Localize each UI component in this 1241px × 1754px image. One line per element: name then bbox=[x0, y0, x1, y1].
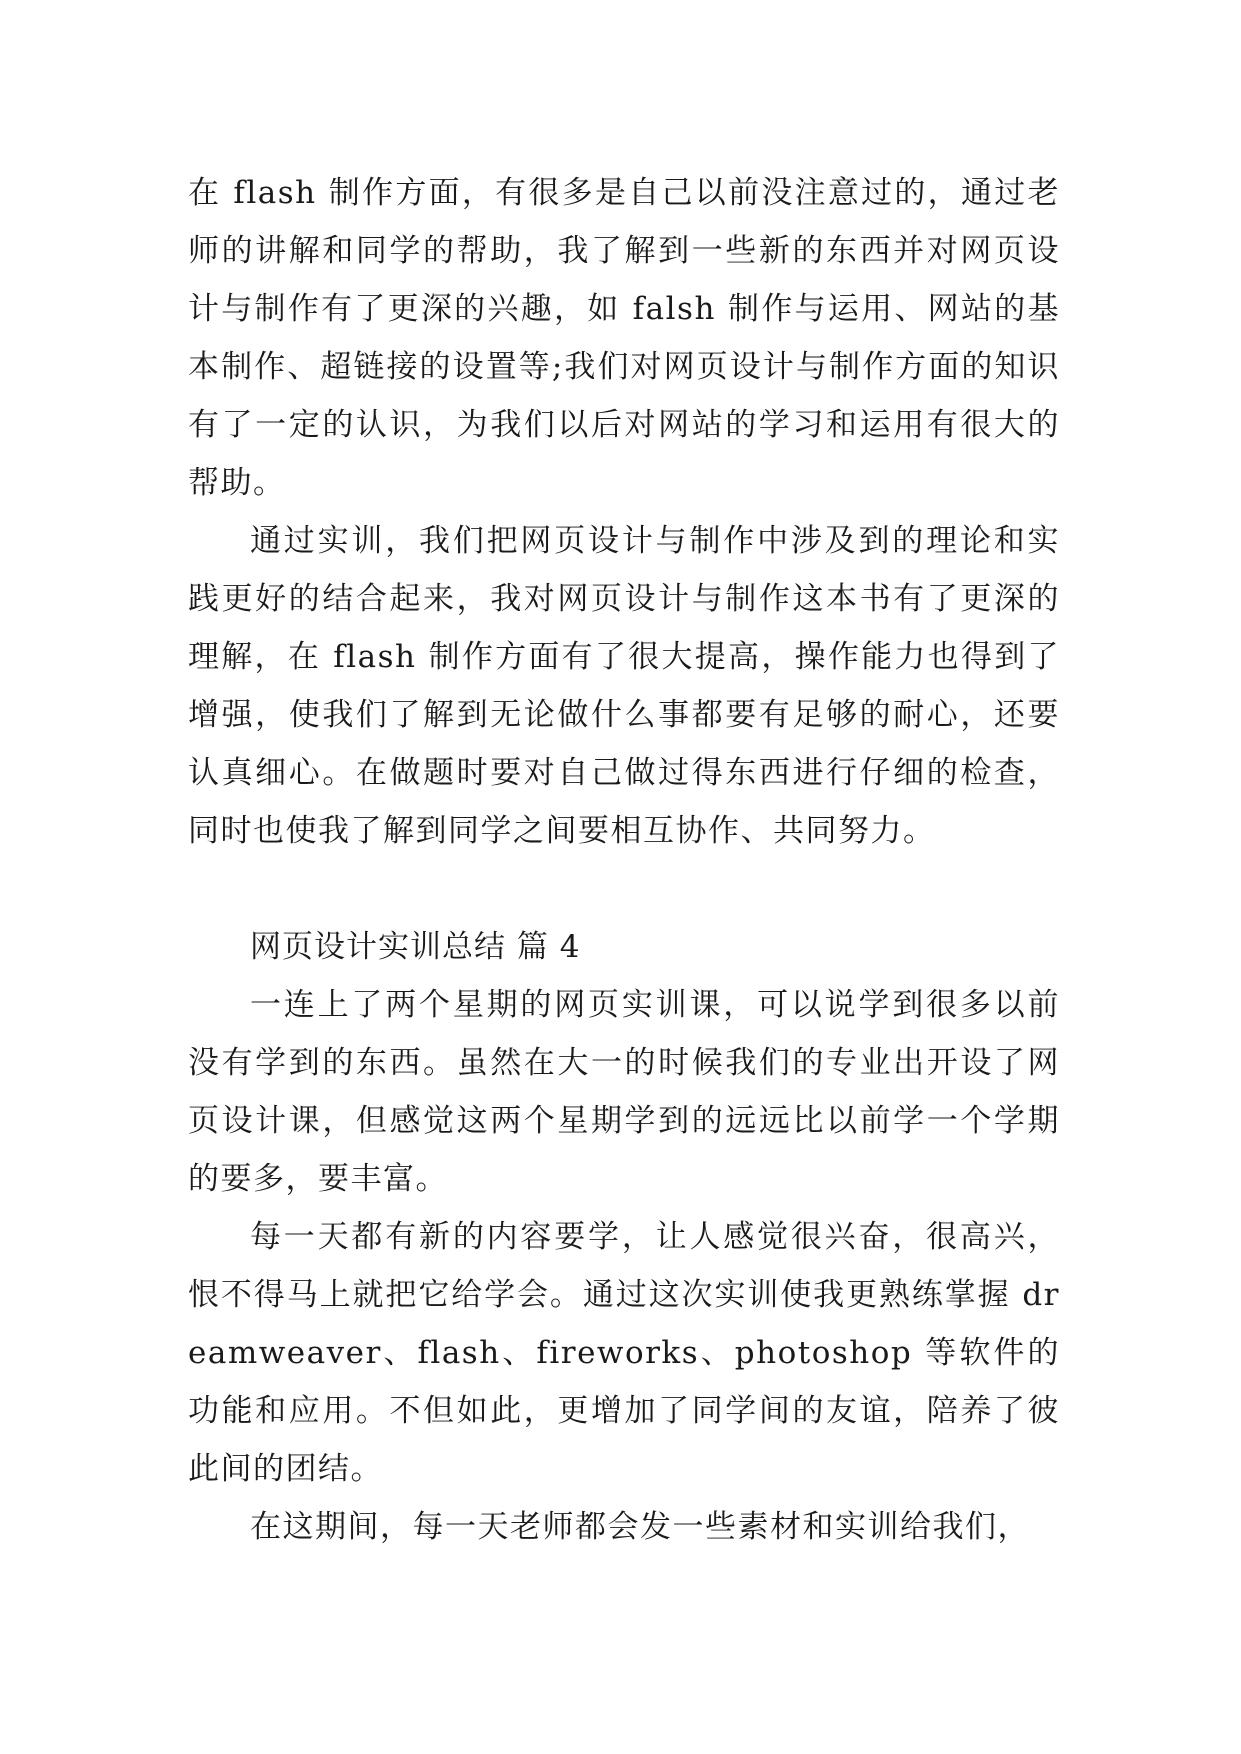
paragraph-two-weeks-training: 一连上了两个星期的网页实训课，可以说学到很多以前没有学到的东西。虽然在大一的时候我们的专业出开设了网页设计课，但感觉这两个星期学到的远远比以前学一个学期的要多，要丰富。 bbox=[188, 987, 1060, 1197]
paragraph-training-reflection: 通过实训，我们把网页设计与制作中涉及到的理论和实践更好的结合起来，我对网页设计与制作这本书有了更深的理解，在 flash 制作方面有了很大提高，操作能力也得到了增强，使我们了解到无论做什么事都要有足够的耐心，还要认真细心。在做题时要对自己做过得东西进行仔细的检查，同时也使我了解到同学之间要相互协作、共同努力。 bbox=[188, 523, 1060, 849]
section-heading: 网页设计实训总结 篇 4 bbox=[250, 929, 581, 965]
paragraph-flash-production: 在 flash 制作方面，有很多是自己以前没注意过的，通过老师的讲解和同学的帮助，我了解到一些新的东西并对网页设计与制作有了更深的兴趣，如 falsh 制作与运用、网站的基本制作、超链接的设置等;我们对网页设计与制作方面的知识有了一定的认识，为我们以后对网站的学习和运用有很大的帮助。 bbox=[188, 175, 1060, 501]
section-spacer bbox=[188, 860, 1060, 918]
paragraph-daily-content: 每一天都有新的内容要学，让人感觉很兴奋，很高兴，恨不得马上就把它给学会。通过这次实训使我更熟练掌握 dreamweaver、flash、fireworks、photoshop 等软件的功能和应用。不但如此，更增加了同学间的友谊，陪养了彼此间的团结。 bbox=[188, 1219, 1060, 1487]
document-body bbox=[188, 164, 1060, 1556]
paragraph-teacher-materials: 在这期间，每一天老师都会发一些素材和实训给我们， bbox=[250, 1509, 1030, 1545]
